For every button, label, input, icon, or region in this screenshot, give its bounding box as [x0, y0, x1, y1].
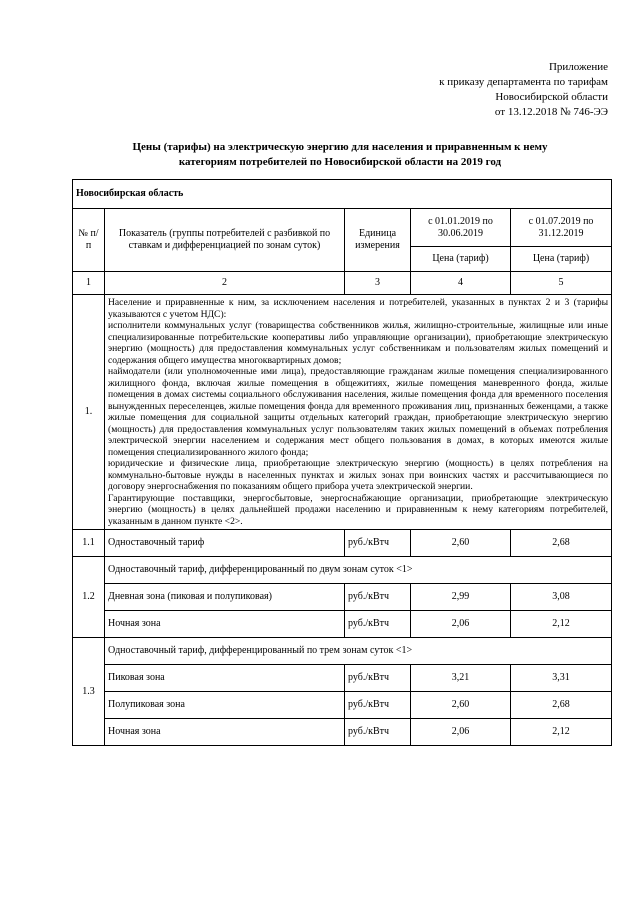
row-value-period-1: 3,21 — [411, 665, 511, 692]
group-heading-row — [73, 638, 612, 665]
group-heading: Одноставочный тариф, дифференцированный по трем зонам суток <1> — [105, 638, 612, 665]
row-value-period-2: 3,31 — [511, 665, 612, 692]
row-value-period-2: 2,12 — [511, 719, 612, 746]
annex-line: к приказу департамента по тарифам — [439, 76, 608, 88]
col-number: 3 — [345, 272, 411, 295]
row-value-period-2: 2,68 — [511, 692, 612, 719]
header-period-2: с 01.07.2019 по 31.12.2019 — [511, 209, 612, 247]
row-value-period-1: 2,06 — [411, 719, 511, 746]
row-value-period-1: 2,60 — [411, 692, 511, 719]
title-line-1: Цены (тарифы) на электрическую энергию для населения и приравненным к нему — [132, 141, 548, 153]
table-row — [73, 584, 612, 611]
row-label: Дневная зона (пиковая и полупиковая) — [105, 584, 345, 611]
col-number: 5 — [511, 272, 612, 295]
row-label: Полупиковая зона — [105, 692, 345, 719]
col-number: 2 — [105, 272, 345, 295]
header-indicator: Показатель (группы потребителей с разбивкой по ставкам и дифференциацией по зонам суток) — [105, 209, 345, 272]
section-1-paragraph: Население и приравненные к ним, за исключением населения и потребителей, указанных в пунктах 2 и 3 (тарифы указываются с учетом НДС): — [108, 297, 609, 320]
row-unit: руб./кВтч — [345, 530, 411, 557]
col-number: 1 — [73, 272, 105, 295]
header-num: № п/п — [73, 209, 105, 272]
tariff-table — [72, 179, 612, 746]
section-1-paragraph: Гарантирующие поставщики, энергосбытовые, энергоснабжающие организации, приобретающие электрическую энергию (мощность) в целях дальнейшей продажи населению и приравненным к нему категориям потребителей, указанным в данном пункте <2>. — [108, 492, 609, 527]
table-row — [73, 530, 612, 557]
region-row — [73, 180, 612, 209]
row-label: Ночная зона — [105, 719, 345, 746]
group-num: 1.2 — [73, 557, 105, 638]
annex-line: Новосибирской области — [495, 91, 608, 103]
section-1-num: 1. — [73, 295, 105, 530]
column-numbers-row — [73, 272, 612, 295]
document-title — [70, 140, 610, 170]
table-row — [73, 719, 612, 746]
row-label: Ночная зона — [105, 611, 345, 638]
header-row — [73, 209, 612, 247]
table-row — [73, 611, 612, 638]
table-row — [73, 665, 612, 692]
header-price-1: Цена (тариф) — [411, 247, 511, 272]
row-unit: руб./кВтч — [345, 692, 411, 719]
row-label: Одноставочный тариф — [105, 530, 345, 557]
header-price-2: Цена (тариф) — [511, 247, 612, 272]
header-period-1: с 01.01.2019 по 30.06.2019 — [411, 209, 511, 247]
row-unit: руб./кВтч — [345, 611, 411, 638]
row-unit: руб./кВтч — [345, 584, 411, 611]
row-value-period-2: 2,12 — [511, 611, 612, 638]
group-heading: Одноставочный тариф, дифференцированный по двум зонам суток <1> — [105, 557, 612, 584]
annex-line: от 13.12.2018 № 746-ЭЭ — [494, 106, 608, 118]
row-value-period-2: 2,68 — [511, 530, 612, 557]
row-unit: руб./кВтч — [345, 665, 411, 692]
title-line-2: категориям потребителей по Новосибирской области на 2019 год — [178, 156, 502, 168]
row-unit: руб./кВтч — [345, 719, 411, 746]
section-1-paragraph: исполнители коммунальных услуг (товарищества собственников жилья, жилищно-строительные, жилищные или иные специализированные потребительские кооперативы либо управляющие организации), приобретающие электрическую энергию (мощность) для предоставления коммунальных услуг собственникам и пользователям жилых помещений и содержания общего имущества многоквартирных домов; — [108, 320, 609, 366]
region-cell: Новосибирская область — [73, 180, 612, 209]
row-value-period-1: 2,60 — [411, 530, 511, 557]
table-row — [73, 692, 612, 719]
annex-block — [308, 60, 608, 120]
row-value-period-1: 2,06 — [411, 611, 511, 638]
section-1-row — [73, 295, 612, 530]
section-1-description — [105, 295, 612, 530]
annex-line: Приложение — [548, 61, 608, 73]
row-label: Пиковая зона — [105, 665, 345, 692]
col-number: 4 — [411, 272, 511, 295]
header-unit: Единица измерения — [345, 209, 411, 272]
row-value-period-2: 3,08 — [511, 584, 612, 611]
section-1-paragraph: юридические и физические лица, приобретающие электрическую энергию (мощность) в целях потребления на коммунально-бытовые нужды в населенных пунктах и жилых зонах при воинских частях и рассчитывающиеся по договору энергоснабжения по показаниям общего прибора учета электрической энергии. — [108, 458, 609, 492]
row-num: 1.1 — [73, 530, 105, 557]
group-heading-row — [73, 557, 612, 584]
row-value-period-1: 2,99 — [411, 584, 511, 611]
section-1-paragraph: наймодатели (или уполномоченные ими лица), предоставляющие гражданам жилые помещения специализированного жилищного фонда, включая жилые помещения в общежитиях, жилые помещения маневренного фонда, жилые помещения в домах системы социального обслуживания населения, жилые помещения фонда для временного поселения вынужденных переселенцев, жилые помещения фонда для временного проживания лиц, признанных беженцами, а также жилые помещения для социальной защиты отдельных категорий граждан, приобретающие электрическую энергию (мощность) для предоставления коммунальных услуг пользователям таких жилых помещений в объемах потребления электрической энергии населением и содержания мест общего пользования в домах, в которых имеются жилые помещения специализированного жилого фонда; — [108, 366, 609, 458]
group-num: 1.3 — [73, 638, 105, 746]
